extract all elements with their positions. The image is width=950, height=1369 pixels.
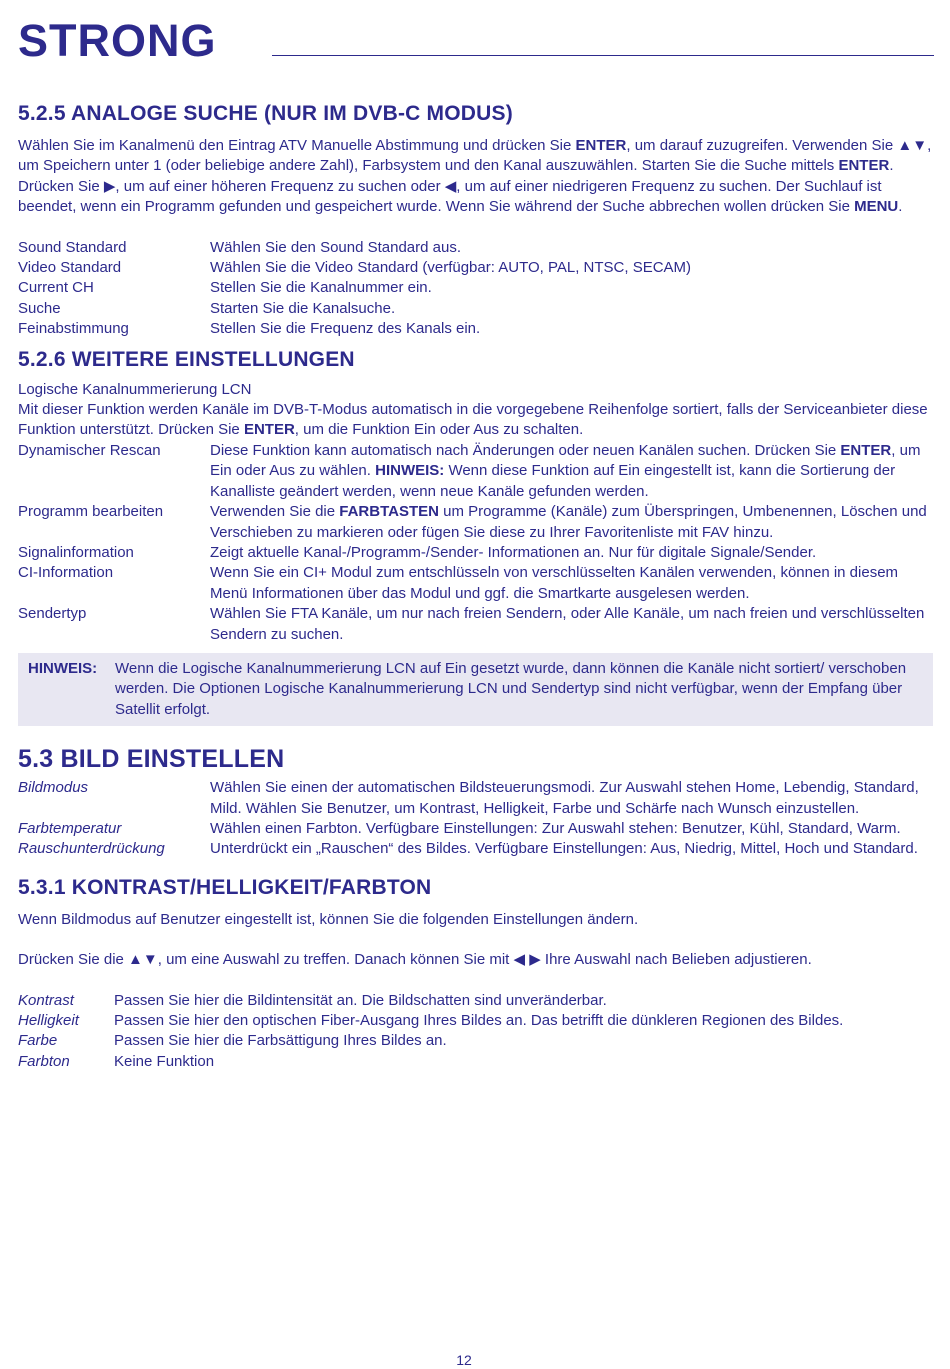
contrast-instructions: Drücken Sie die ▲▼, um eine Auswahl zu treffen. Danach können Sie mit ◀ ▶ Ihre Auswahl nach Belieben adjustieren. — [18, 951, 812, 969]
description: Diese Funktion kann automatisch nach Änderungen oder neuen Kanälen suchen. Drücken Sie ENTER, um Ein oder Aus zu wählen. HINWEIS: Wenn diese Funktion auf Ein eingestellt ist, kann die Sortierung der Kanalliste geändert werden, wenn neue Kanäle gefunden werden. — [210, 441, 921, 500]
term: CI-Information — [18, 564, 114, 582]
further-settings-options — [18, 441, 933, 645]
description: Passen Sie hier den optischen Fiber-Ausgang Ihres Bildes an. Das betrifft die dünkleren Regionen des Bildes. — [114, 1012, 844, 1029]
term: Rauschunterdrückung — [18, 840, 165, 858]
term: Suche — [18, 299, 61, 317]
description: Keine Funktion — [114, 1052, 215, 1070]
term: Sound Standard — [18, 238, 127, 256]
description: Unterdrückt ein „Rauschen“ des Bildes. Verfügbare Einstellungen: Aus, Niedrig, Mittel, Hoch und Standard. — [210, 840, 918, 858]
description: Wählen Sie einen der automatischen Bildsteuerungsmodi. Zur Auswahl stehen Home, Lebendig, Standard, Mild. Wählen Sie Benutzer, um Kontrast, Helligkeit, Farbe und Schärfe nach Wunsch einzustellen. — [210, 779, 919, 817]
note-text: Wenn die Logische Kanalnummerierung LCN auf Ein gesetzt wurde, dann können die Kanäle nicht sortiert/ verschoben werden. Die Optionen Logische Kanalnummerierung LCN und Sendertyp sind nicht verfügbar, wenn der Empfang über Satellit erfolgt. — [115, 659, 907, 718]
lcn-paragraph: Mit dieser Funktion werden Kanäle im DVB-T-Modus automatisch in die vorgegebene Reihenfolge sortiert, falls der Serviceanbieter diese Funktion unterstützt. Drücken Sie ENTER, um die Funktion Ein oder Aus zu schalten. — [18, 401, 928, 439]
term: Helligkeit — [18, 1012, 79, 1029]
term: Sendertyp — [18, 605, 87, 623]
term: Video Standard — [18, 259, 122, 277]
description: Starten Sie die Kanalsuche. — [210, 299, 396, 317]
term: Signalinformation — [18, 543, 134, 561]
strong-logo — [18, 18, 228, 62]
description: Verwenden Sie die FARBTASTEN um Programme (Kanäle) zum Überspringen, Umbenennen, Löschen und Verschieben zu markieren oder fügen Sie diese zu Ihrer Favoritenliste mit FAV hinzu. — [210, 503, 927, 541]
description: Wählen Sie FTA Kanäle, um nur nach freien Sendern, oder Alle Kanäle, um nach freien und verschlüsselten Sendern zu suchen. — [210, 605, 925, 643]
description: Zeigt aktuelle Kanal-/Programm-/Sender- Informationen an. Nur für digitale Signale/Sender. — [210, 543, 817, 561]
description: Passen Sie hier die Bildintensität an. Die Bildschatten sind unveränderbar. — [114, 991, 607, 1009]
term: Farbe — [18, 1032, 58, 1050]
intro-paragraph: Wählen Sie im Kanalmenü den Eintrag ATV Manuelle Abstimmung und drücken Sie ENTER, um darauf zuzugreifen. Verwenden Sie ▲▼, um Speichern unter 1 (oder beliebige andere Zahl), Farbsystem und den Kanal auszuwählen. Starten Sie die Suche mittels ENTER. Drücken Sie ▶, um auf einer höheren Frequenz zu suchen oder ◀, um auf einer niedrigeren Frequenz zu suchen. Der Suchlauf ist beendet, wenn ein Programm gefunden und gespeichert wurde. Wenn Sie während der Suche abbrechen wollen drücken Sie MENU. — [18, 137, 932, 216]
description: Wählen Sie den Sound Standard aus. — [210, 238, 462, 256]
section-title-5-3-1: 5.3.1 KONTRAST/HELLIGKEIT/FARBTON — [18, 875, 432, 899]
page-header — [0, 0, 950, 70]
analog-search-options — [18, 238, 933, 340]
term: Feinabstimmung — [18, 320, 129, 338]
description: Wählen Sie die Video Standard (verfügbar: AUTO, PAL, NTSC, SECAM) — [210, 259, 692, 277]
term: Farbtemperatur — [18, 819, 122, 837]
section-title-5-3: 5.3 BILD EINSTELLEN — [18, 745, 285, 774]
description: Wählen einen Farbton. Verfügbare Einstellungen: Zur Auswahl stehen: Benutzer, Kühl, Standard, Warm. — [210, 819, 901, 837]
term: Current CH — [18, 279, 94, 297]
header-rule — [272, 55, 934, 56]
term: Dynamischer Rescan — [18, 441, 161, 459]
term: Farbton — [18, 1052, 70, 1070]
description: Stellen Sie die Frequenz des Kanals ein. — [210, 320, 481, 338]
contrast-intro: Wenn Bildmodus auf Benutzer eingestellt ist, können Sie die folgenden Einstellungen ändern. — [18, 910, 639, 928]
picture-settings-options — [18, 778, 933, 860]
description: Stellen Sie die Kanalnummer ein. — [210, 279, 432, 297]
term: Kontrast — [18, 991, 74, 1009]
section-title-5-2-5: 5.2.5 ANALOGE SUCHE (NUR IM DVB-C MODUS) — [18, 102, 513, 125]
description: Wenn Sie ein CI+ Modul zum entschlüsseln von verschlüsselten Kanälen verwenden, können in diesem Menü Informationen über das Modul und ggf. die Smartkarte ausgelesen werden. — [210, 564, 899, 602]
section-title-5-2-6: 5.2.6 WEITERE EINSTELLUNGEN — [18, 347, 355, 371]
note-label: HINWEIS: — [28, 659, 98, 677]
svg-text:STRONG: STRONG — [18, 18, 217, 62]
page-content — [18, 100, 933, 1072]
description: Passen Sie hier die Farbsättigung Ihres Bildes an. — [114, 1032, 447, 1050]
term: Bildmodus — [18, 779, 89, 797]
term: Programm bearbeiten — [18, 503, 164, 521]
contrast-options — [18, 991, 933, 1073]
page-number: 12 — [456, 1352, 472, 1368]
lcn-title: Logische Kanalnummerierung LCN — [18, 380, 252, 398]
note-box — [18, 653, 933, 726]
